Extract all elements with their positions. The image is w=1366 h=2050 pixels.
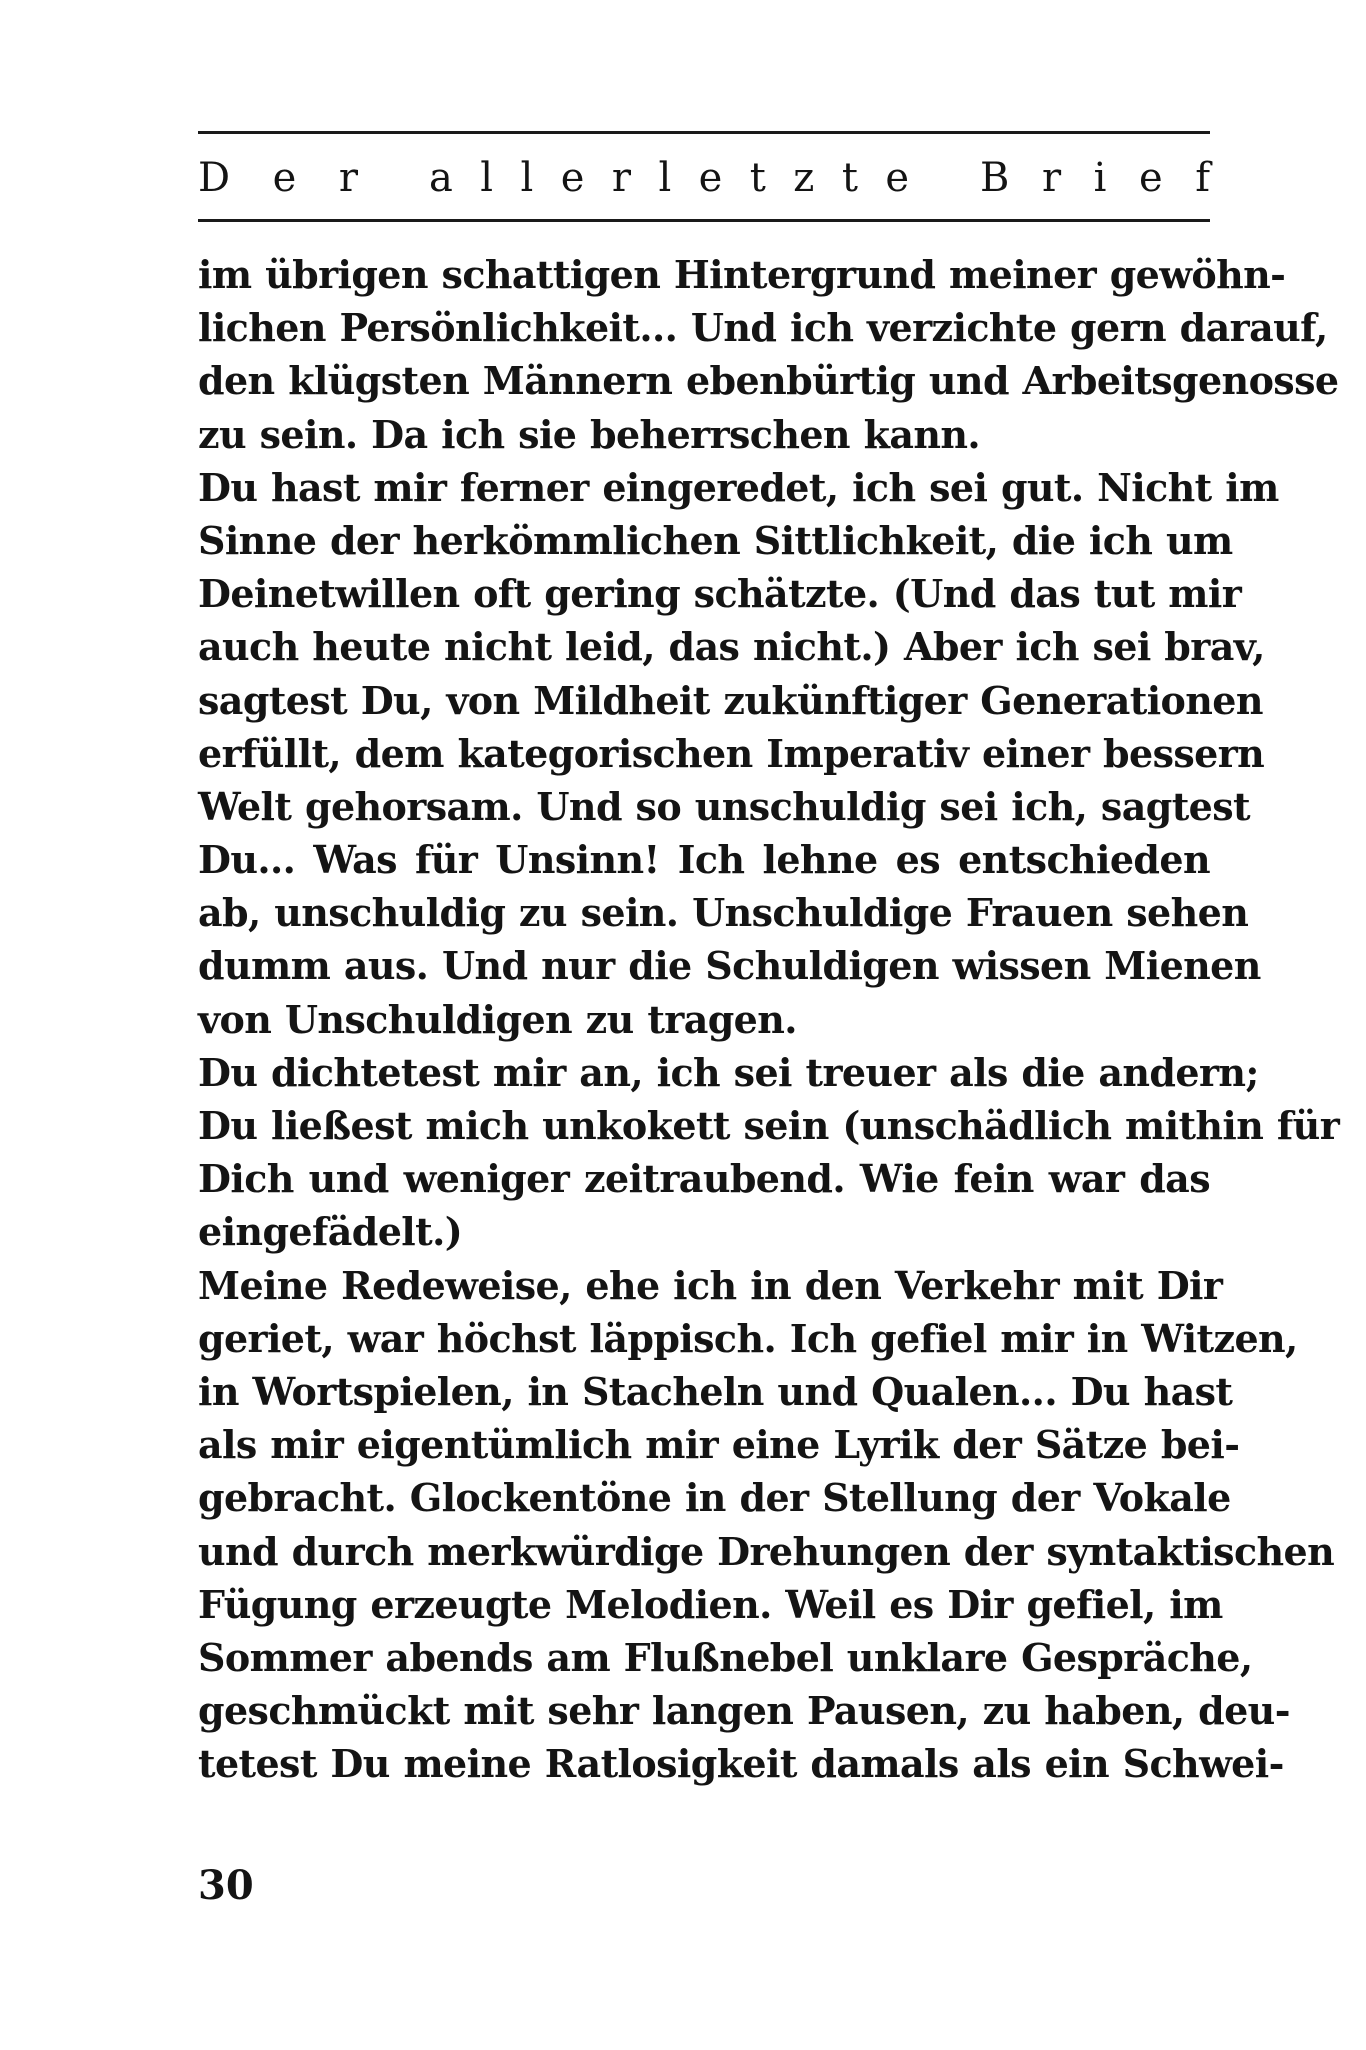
running-head-letter: B [980, 155, 1010, 201]
text-line: Deinetwillen oft gering schätzte. (Und das tut mir [198, 571, 1242, 617]
page-number: 30 [198, 1862, 254, 1909]
text-line: eingefädelt.) [198, 1209, 463, 1255]
text-line: Dich und weniger zeitraubend. Wie fein war das [198, 1156, 1210, 1202]
running-head-letter: i [1093, 155, 1107, 201]
running-head-word-3 [980, 155, 1210, 201]
running-head-letter: f [1195, 155, 1210, 201]
running-head-letter: r [338, 155, 358, 201]
text-line: Fügung erzeugte Melodien. Weil es Dir gefiel, im [198, 1581, 1223, 1627]
running-head-letter: t [841, 155, 858, 201]
text-line: Sommer abends am Flußnebel unklare Gespräche, [198, 1634, 1253, 1680]
running-head-letter: e [1138, 155, 1163, 201]
running-head-letter: l [520, 155, 534, 201]
text-line: ab, unschuldig zu sein. Unschuldige Frauen sehen [198, 890, 1249, 936]
running-head-letter: z [793, 155, 815, 201]
running-head-letter: e [272, 155, 297, 201]
text-line: im übrigen schattigen Hintergrund meiner gewöhn- [198, 252, 1286, 297]
text-line: sagtest Du, von Mildheit zukünftiger Generationen [198, 677, 1263, 723]
text-line: Du ließest mich unkokett sein (unschädlich mithin für [198, 1103, 1340, 1148]
running-head-word-1 [198, 155, 358, 201]
text-line: in Wortspielen, in Stacheln und Qualen... Du hast [198, 1368, 1233, 1414]
running-head-letter: D [198, 155, 231, 201]
running-head-letter: r [611, 155, 631, 201]
body-text [198, 248, 1340, 1790]
text-line: und durch merkwürdige Drehungen der syntaktischen [198, 1528, 1335, 1574]
text-line: Meine Redeweise, ehe ich in den Verkehr mit Dir [198, 1262, 1223, 1308]
text-line: tetest Du meine Ratlosigkeit damals als ein Schwei- [198, 1741, 1284, 1787]
text-line: auch heute nicht leid, das nicht.) Aber ich sei brav, [198, 624, 1265, 670]
running-head-letter: r [1041, 155, 1062, 201]
text-line: zu sein. Da ich sie beherrschen kann. [198, 411, 981, 457]
running-head-letter: l [658, 155, 672, 201]
running-head-letter: e [560, 155, 585, 201]
text-line: geschmückt mit sehr langen Pausen, zu haben, deu- [198, 1688, 1290, 1734]
text-line: dumm aus. Und nur die Schuldigen wissen Mienen [198, 943, 1261, 989]
text-line: Welt gehorsam. Und so unschuldig sei ich, sagtest [198, 783, 1250, 829]
header-rule-bottom [198, 219, 1210, 222]
running-head-letter: t [749, 155, 766, 201]
text-line: gebracht. Glockentöne in der Stellung der Vokale [198, 1475, 1231, 1521]
text-line: Du dichtetest mir an, ich sei treuer als die andern; [198, 1049, 1259, 1095]
text-line: Du hast mir ferner eingeredet, ich sei gut. Nicht im [198, 464, 1279, 510]
running-head-letter: a [429, 155, 453, 201]
running-head-letter: e [885, 155, 909, 201]
text-line: von Unschuldigen zu tragen. [198, 996, 797, 1042]
text-line: den klügsten Männern ebenbürtig und Arbeitsgenosse [198, 358, 1339, 404]
text-line: als mir eigentümlich mir eine Lyrik der Sätze bei- [198, 1422, 1240, 1468]
running-head [198, 148, 1210, 208]
text-line: geriet, war höchst läppisch. Ich gefiel mir in Witzen, [198, 1315, 1298, 1361]
header-rule-top [198, 131, 1210, 134]
running-head-word-2 [429, 155, 909, 201]
text-line: erfüllt, dem kategorischen Imperativ einer bessern [198, 730, 1265, 776]
running-head-letter: l [480, 155, 494, 201]
text-line: Sinne der herkömmlichen Sittlichkeit, die ich um [198, 517, 1233, 563]
text-line: lichen Persönlichkeit... Und ich verzichte gern darauf, [198, 305, 1328, 351]
text-line: Du... Was für Unsinn! Ich lehne es entschieden [198, 837, 1210, 883]
running-head-letter: e [698, 155, 723, 201]
